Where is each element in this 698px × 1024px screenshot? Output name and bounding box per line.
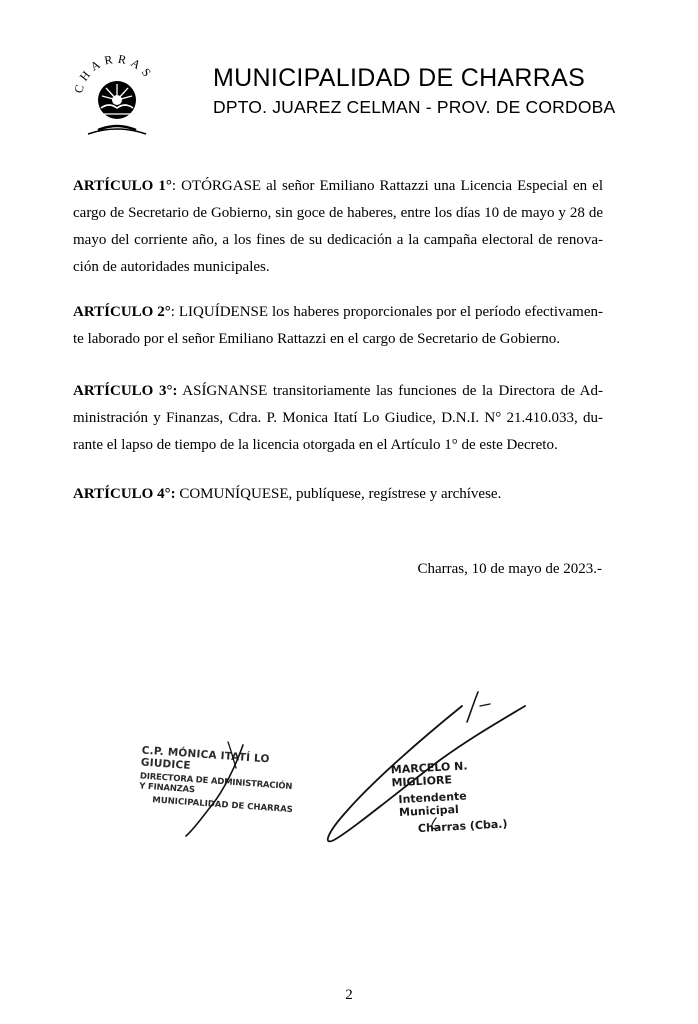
article-1-line: ARTÍCULO 1°: OTÓRGASE al señor Emiliano Rattazzi una Licencia Especial en el (73, 178, 603, 194)
stamp-director (138, 744, 302, 816)
signature-right-dash (480, 704, 490, 706)
stamp-director-name: C.P. MÓNICA ITATÍ LO GIUDICE (140, 744, 271, 772)
stamp-mayor-role: Intendente Municipal (398, 789, 468, 820)
article-1 (73, 173, 603, 281)
stamp-mayor-place: Charras (Cba.) (417, 817, 508, 836)
article-label: ARTÍCULO 2° (73, 304, 171, 320)
place-date: Charras, 10 de mayo de 2023.- (417, 561, 602, 577)
header-subtitle: DPTO. JUAREZ CELMAN - PROV. DE CORDOBA (213, 97, 616, 117)
article-1-line: mayo del corriente año, a los fines de su dedicación a la campaña electoral de renova- (73, 232, 603, 248)
article-3-line: ministración y Finanzas, Cdra. P. Monica Itatí Lo Giudice, D.N.I. N° 21.410.033, du- (73, 410, 603, 426)
article-4 (73, 481, 603, 508)
stamp-mayor (390, 757, 524, 836)
article-2-line: ARTÍCULO 2°: LIQUÍDENSE los haberes proporcionales por el período efectivamen- (73, 304, 603, 320)
article-1-line: cargo de Secretario de Gobierno, sin goce de haberes, entre los días 10 de mayo y 28 de (73, 205, 603, 221)
stamp-director-role: DIRECTORA DE ADMINISTRACIÓN Y FINANZAS (138, 771, 293, 796)
article-label: ARTÍCULO 4°: (73, 486, 176, 502)
signature-right-accent (467, 692, 478, 722)
article-2-line: te laborado por el señor Emiliano Rattazzi en el cargo de Secretario de Gobierno. (73, 331, 561, 347)
article-2 (73, 299, 603, 353)
logo-arc-text: CHARRAS (71, 51, 157, 95)
article-3-line: ARTÍCULO 3°: ASÍGNANSE transitoriamente las funciones de la Directora de Ad- (73, 383, 604, 399)
article-4-line: ARTÍCULO 4°: COMUNÍQUESE, publíquese, regístrese y archívese. (73, 486, 502, 502)
article-3 (73, 378, 603, 459)
header-title: MUNICIPALIDAD DE CHARRAS (213, 64, 586, 92)
article-3-line: rante el lapso de tiempo de la licencia otorgada en el Artículo 1° de este Decreto. (73, 437, 558, 453)
article-1-line: ción de autoridades municipales. (73, 259, 270, 275)
municipality-logo (68, 44, 166, 136)
stamp-mayor-name: MARCELO N. MIGLIORE (390, 759, 468, 790)
article-label: ARTÍCULO 3°: (73, 383, 178, 399)
article-label: ARTÍCULO 1° (73, 178, 172, 194)
page-number: 2 (345, 987, 353, 1003)
stamp-director-org: MUNICIPALIDAD DE CHARRAS (151, 795, 294, 816)
